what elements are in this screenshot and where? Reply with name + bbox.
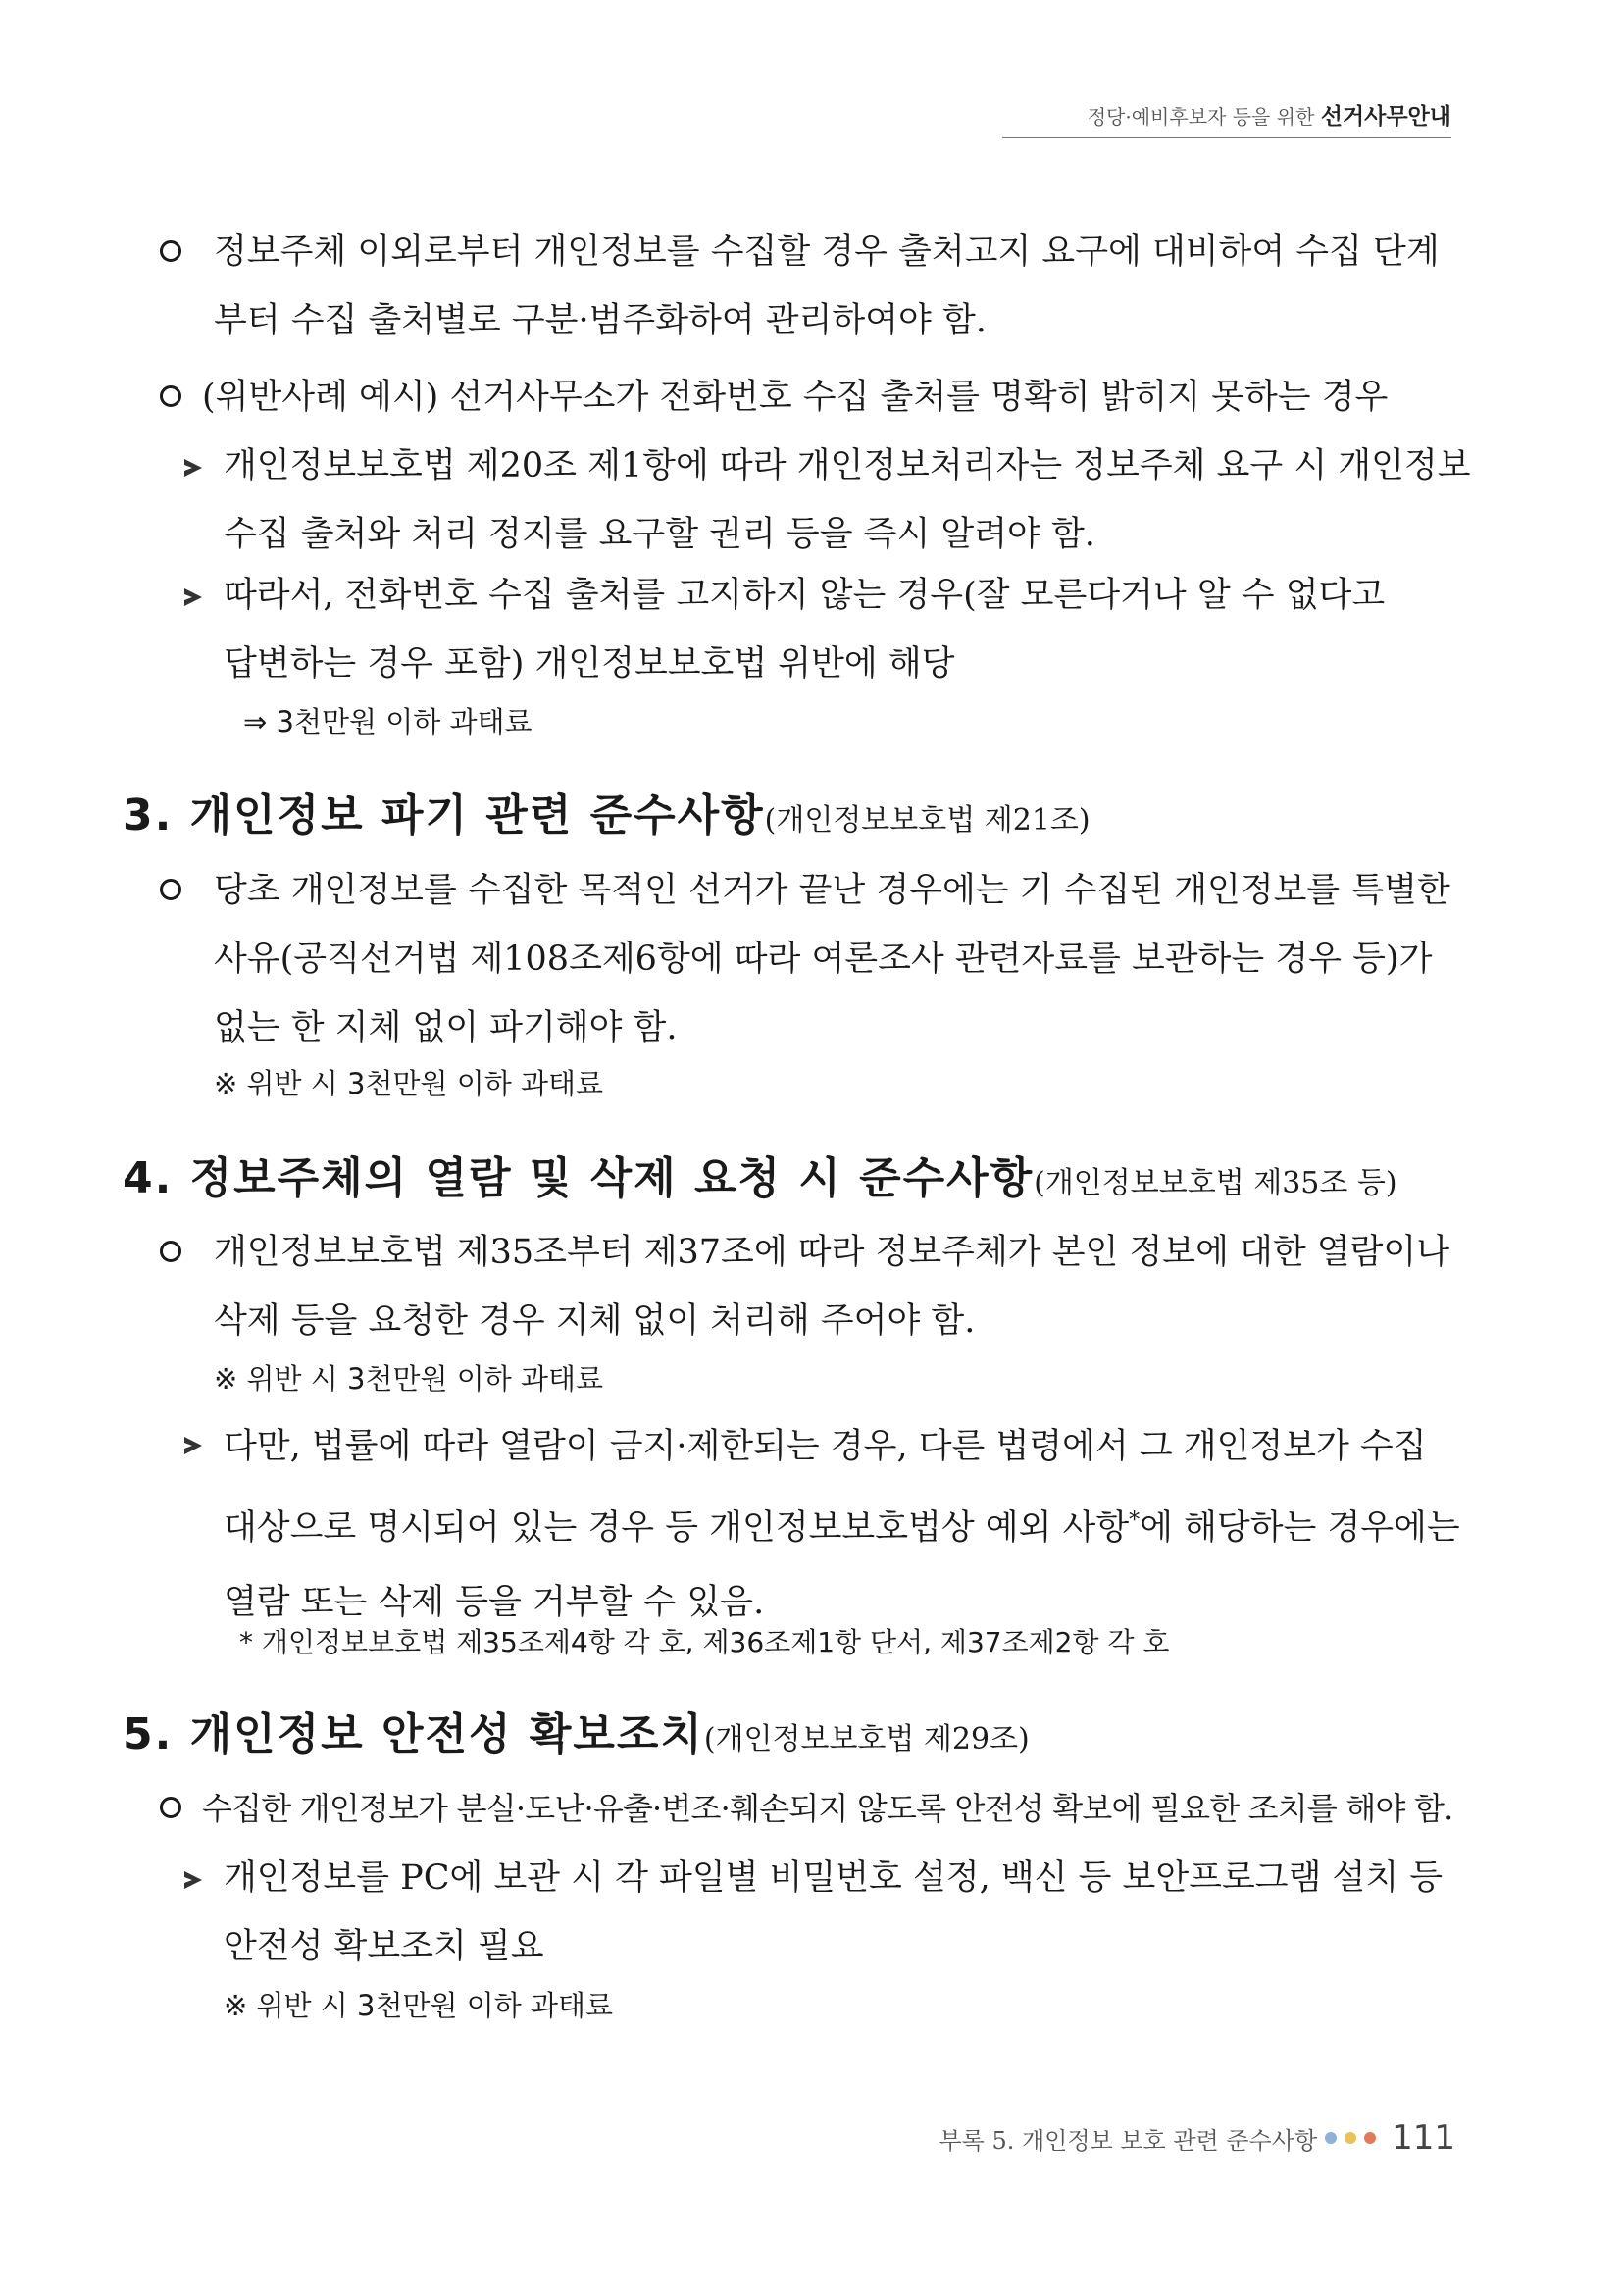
paragraph-destruction xyxy=(214,856,1450,1062)
penalty-note: ※ 위반 시 3천만원 이하 과태료 xyxy=(224,1989,613,2022)
line-text: 대상으로 명시되어 있는 경우 등 개인정보보호법상 예외 사항 xyxy=(224,1508,1130,1548)
section-heading-3 xyxy=(123,780,1091,842)
paragraph-line: (위반사례 예시) 선거사무소가 전화번호 수집 출처를 명확히 밝히지 못하는 경우 xyxy=(202,378,1389,417)
arrow-bullet-icon xyxy=(184,459,202,477)
section-title: 4. 정보주체의 열람 및 삭제 요청 시 준수사항 xyxy=(123,1153,1035,1203)
paragraph-line: 열람 또는 삭제 등을 거부할 수 있음. xyxy=(224,1583,765,1622)
arrow-bullet-icon xyxy=(184,1871,202,1889)
paragraph-violation-example xyxy=(202,363,1388,432)
page-footer xyxy=(939,2118,1455,2158)
paragraph-line: 개인정보보호법 제20조 제1항에 따라 개인정보처리자는 정보주체 요구 시 개인정보 xyxy=(224,446,1471,485)
paragraph-outsourced-collection xyxy=(214,218,1451,355)
paragraph-line: 정보주체 이외로부터 개인정보를 수집할 경우 출처고지 요구에 대비하여 수집 단계 xyxy=(214,232,1440,272)
circle-bullet-icon xyxy=(160,240,181,262)
section-law-ref: (개인정보보호법 제35조 등) xyxy=(1034,1166,1397,1200)
footer-dot-icon xyxy=(1325,2132,1337,2144)
paragraph-line xyxy=(224,1484,1460,1565)
header-title: 선거사무안내 xyxy=(1320,103,1451,129)
section-title: 3. 개인정보 파기 관련 준수사항 xyxy=(123,790,765,840)
paragraph-line: 사유(공직선거법 제108조제6항에 따라 여론조사 관련자료를 보관하는 경우 등)가 xyxy=(214,940,1433,979)
paragraph-line: 답변하는 경우 포함) 개인정보보호법 위반에 해당 xyxy=(224,644,955,684)
paragraph-pc-storage xyxy=(224,1844,1443,1981)
section-heading-5 xyxy=(123,1699,1030,1761)
section-law-ref: (개인정보보호법 제29조) xyxy=(703,1722,1030,1756)
penalty-note: ※ 위반 시 3천만원 이하 과태료 xyxy=(214,1067,603,1100)
paragraph-line: 안전성 확보조치 필요 xyxy=(224,1927,544,1966)
paragraph-line: 따라서, 전화번호 수집 출처를 고지하지 않는 경우(잘 모른다거나 알 수 없다고 xyxy=(224,576,1386,615)
penalty-note: ※ 위반 시 3천만원 이하 과태료 xyxy=(214,1362,603,1396)
footnote-marker: * xyxy=(1129,1508,1141,1533)
footer-dot-icon xyxy=(1364,2132,1376,2144)
paragraph-line: 당초 개인정보를 수집한 목적인 선거가 끝난 경우에는 기 수집된 개인정보를 특별한 xyxy=(214,871,1450,910)
paragraph-line: 수집 출처와 처리 정지를 요구할 권리 등을 즉시 알려야 함. xyxy=(224,515,1095,554)
page-number: 111 xyxy=(1392,2118,1455,2158)
footnote: * 개인정보보호법 제35조제4항 각 호, 제36조제1항 단서, 제37조제2항 각 호 xyxy=(239,1626,1170,1658)
section-heading-4 xyxy=(123,1143,1397,1205)
arrow-bullet-icon xyxy=(184,588,202,606)
paragraph-exception xyxy=(224,1409,1460,1640)
circle-bullet-icon xyxy=(160,1241,181,1262)
line-text: 에 해당하는 경우에는 xyxy=(1140,1508,1460,1548)
paragraph-safety-measures xyxy=(202,1774,1452,1843)
paragraph-line: 없는 한 지체 없이 파기해야 함. xyxy=(214,1008,678,1047)
paragraph-line: 삭제 등을 요청한 경우 지체 없이 처리해 주어야 함. xyxy=(214,1301,976,1341)
penalty-note: ⇒ 3천만원 이하 과태료 xyxy=(243,705,533,738)
paragraph-line: 수집한 개인정보가 분실·도난·유출·변조·훼손되지 않도록 안전성 확보에 필요한 조치를 해야 함. xyxy=(202,1790,1453,1827)
header-rule xyxy=(1002,137,1451,138)
section-title: 5. 개인정보 안전성 확보조치 xyxy=(123,1709,704,1759)
paragraph-article20 xyxy=(224,432,1471,569)
header-prefix: 정당·예비후보자 등을 위한 xyxy=(1087,105,1321,128)
paragraph-line: 다만, 법률에 따라 열람이 금지·제한되는 경우, 다른 법령에서 그 개인정보가 수집 xyxy=(224,1427,1427,1466)
paragraph-access-deletion xyxy=(214,1218,1449,1355)
running-header xyxy=(1088,98,1451,130)
section-law-ref: (개인정보보호법 제21조) xyxy=(764,803,1091,838)
paragraph-line: 부터 수집 출처별로 구분·범주화하여 관리하여야 함. xyxy=(214,301,987,340)
paragraph-line: 개인정보보호법 제35조부터 제37조에 따라 정보주체가 본인 정보에 대한 열람이나 xyxy=(214,1233,1449,1272)
footer-text: 부록 5. 개인정보 보호 관련 준수사항 xyxy=(939,2126,1318,2155)
footer-dot-icon xyxy=(1345,2132,1356,2144)
circle-bullet-icon xyxy=(160,385,181,407)
circle-bullet-icon xyxy=(160,1797,181,1818)
paragraph-line: 개인정보를 PC에 보관 시 각 파일별 비밀번호 설정, 백신 등 보안프로그램 설치 등 xyxy=(224,1858,1444,1898)
circle-bullet-icon xyxy=(160,879,181,900)
paragraph-nondisclosure xyxy=(224,561,1385,698)
arrow-bullet-icon xyxy=(184,1437,202,1454)
